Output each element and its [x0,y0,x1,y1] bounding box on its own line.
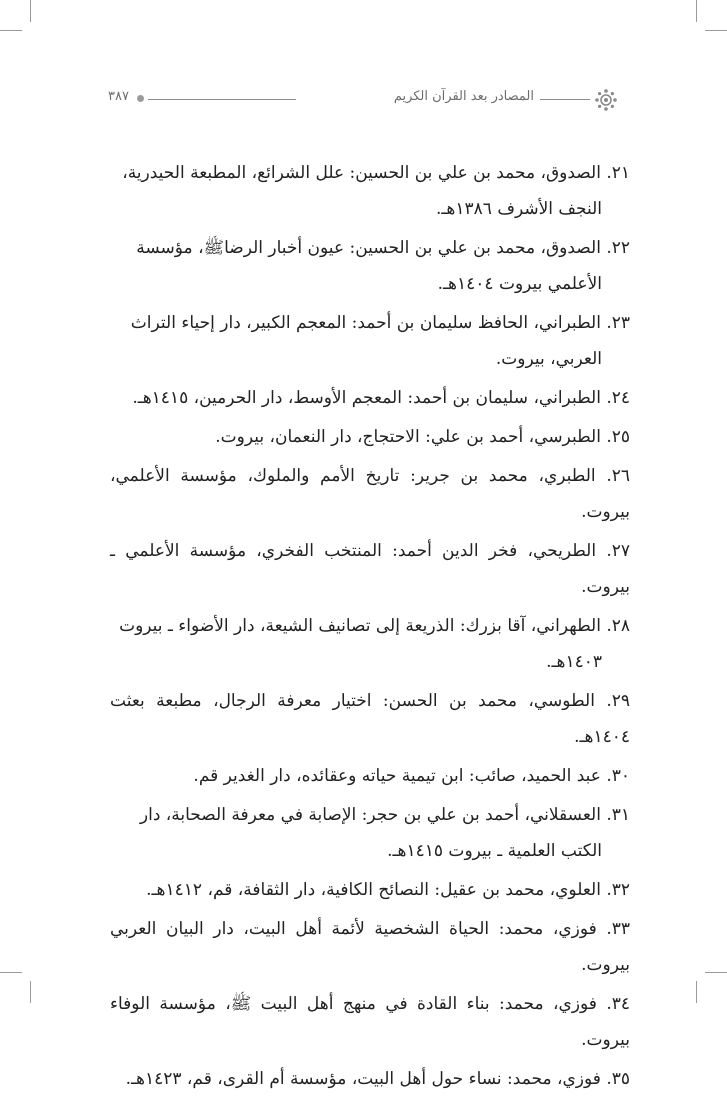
crop-mark [705,30,727,31]
bibliography-entry: ٢١. الصدوق، محمد بن علي بن الحسين: علل الشرائع، المطبعة الحيدرية، النجف الأشرف ١٣٨٦هـ. [122,163,630,219]
bibliography-entry: ٢٦. الطبري، محمد بن جرير: تاريخ الأمم والملوك، مؤسسة الأعلمي، بيروت. [110,466,630,522]
running-head [108,88,628,112]
page-number: ٣٨٧ [108,89,129,104]
header-rule [540,99,590,100]
bibliography-list [110,155,630,1100]
crop-mark [696,981,697,1003]
crop-mark [0,972,22,973]
bibliography-entry: ٢٧. الطريحي، فخر الدين أحمد: المنتخب الفخري، مؤسسة الأعلمي ـ بيروت. [110,541,630,597]
bibliography-entry: ٢٢. الصدوق، محمد بن علي بن الحسين: عيون أخبار الرضاﷺ، مؤسسة الأعلمي بيروت ١٤٠٤هـ. [136,238,630,294]
header-rule [148,99,296,100]
crop-mark [705,972,727,973]
running-title: المصادر بعد القرآن الكريم [393,89,534,104]
ornament-icon [594,88,618,112]
crop-mark [30,981,31,1003]
crop-mark [696,0,697,22]
crop-mark [0,30,22,31]
bibliography-entry: ٢٣. الطبراني، الحافظ سليمان بن أحمد: المعجم الكبير، دار إحياء التراث العربي، بيروت. [130,313,630,369]
bibliography-entry: ٢٥. الطبرسي، أحمد بن علي: الاحتجاج، دار النعمان، بيروت. [215,427,630,447]
crop-mark [30,0,31,22]
bibliography-entry: ٣٠. عبد الحميد، صائب: ابن تيمية حياته وعقائده، دار الغدير قم. [193,766,630,786]
bibliography-entry: ٢٩. الطوسي، محمد بن الحسن: اختيار معرفة الرجال، مطبعة بعثت ١٤٠٤هـ. [110,691,630,747]
bibliography-entry: ٣١. العسقلاني، أحمد بن علي بن حجر: الإصابة في معرفة الصحابة، دار الكتب العلمية ـ بيروت ١٤١٥هـ. [139,805,630,861]
bibliography-entry: ٣٢. العلوي، محمد بن عقيل: النصائح الكافية، دار الثقافة، قم، ١٤١٢هـ. [146,880,630,900]
bibliography-entry: ٢٨. الطهراني، آقا بزرك: الذريعة إلى تصانيف الشيعة، دار الأضواء ـ بيروت ١٤٠٣هـ. [119,616,630,672]
bibliography-entry: ٣٥. فوزي، محمد: نساء حول أهل البيت، مؤسسة أم القرى، قم، ١٤٢٣هـ. [125,1069,630,1089]
bibliography-entry: ٢٤. الطبراني، سليمان بن أحمد: المعجم الأوسط، دار الحرمين، ١٤١٥هـ. [132,388,630,408]
bibliography-entry: ٣٣. فوزي، محمد: الحياة الشخصية لأئمة أهل البيت، دار البيان العربي بيروت. [110,919,630,975]
header-dot [137,95,144,102]
bibliography-entry: ٣٤. فوزي، محمد: بناء القادة في منهج أهل البيت ﷺ، مؤسسة الوفاء بيروت. [110,994,630,1050]
